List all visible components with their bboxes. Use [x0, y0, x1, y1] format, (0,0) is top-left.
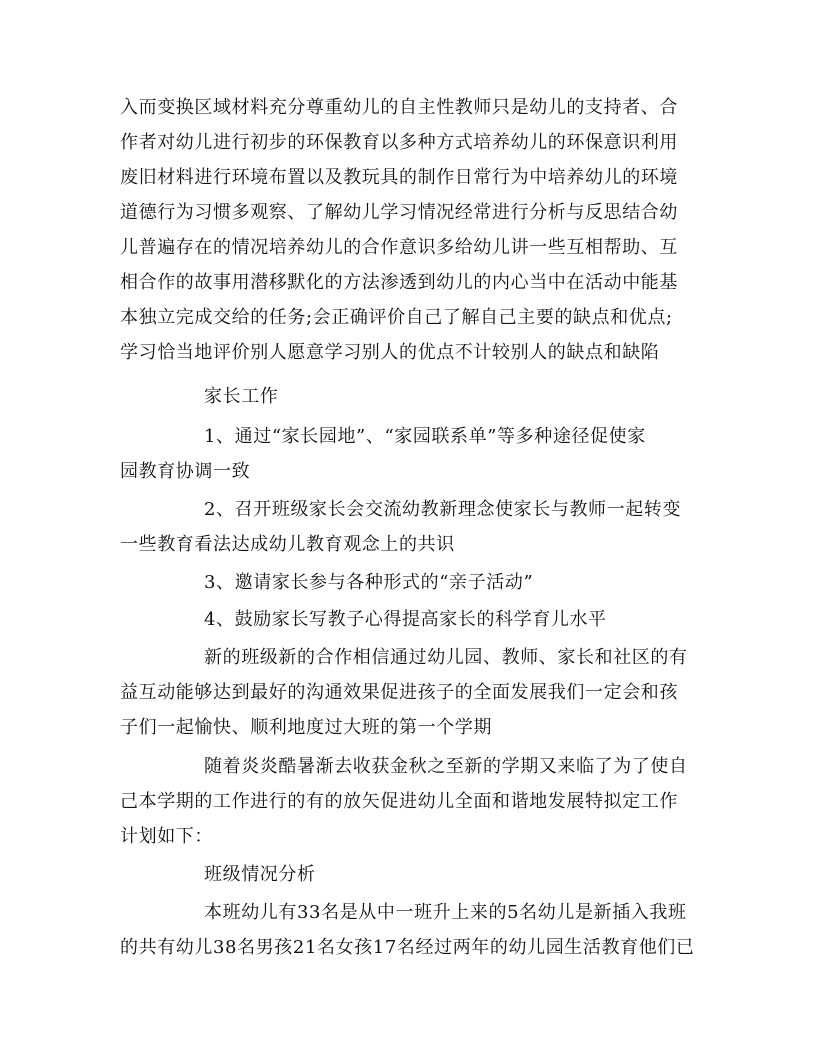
text-line: 相合作的故事用潜移默化的方法渗透到幼儿的内心当中在活动中能基	[120, 272, 678, 293]
text-line: 废旧材料进行环境布置以及教玩具的制作日常行为中培养幼儿的环境	[120, 167, 678, 188]
text-line: 作者对幼儿进行初步的环保教育以多种方式培养幼儿的环保意识利用	[120, 132, 678, 153]
list-item: 4、鼓励家长写教子心得提高家长的科学育儿水平	[204, 609, 607, 630]
paragraph-line: 随着炎炎酷暑渐去收获金秋之至新的学期又来临了为了使自	[204, 756, 688, 777]
paragraph-line: 子们一起愉快、顺利地度过大班的第一个学期	[120, 717, 492, 738]
text-line: 道德行为习惯多观察、了解幼儿学习情况经常进行分析与反思结合幼	[120, 202, 678, 223]
text-line: 本独立完成交给的任务;会正确评价自己了解自己主要的缺点和优点;	[120, 307, 673, 328]
text-line: 学习恰当地评价别人愿意学习别人的优点不计较别人的缺点和缺陷	[120, 342, 660, 363]
section-heading-parent-work: 家长工作	[204, 386, 279, 407]
paragraph-line: 己本学期的工作进行的有的放矢促进幼儿全面和谐地发展特拟定工作	[120, 791, 678, 812]
list-item: 2、召开班级家长会交流幼教新理念使家长与教师一起转变	[204, 499, 682, 520]
text-line: 入而变换区域材料充分尊重幼儿的自主性教师只是幼儿的支持者、合	[120, 97, 678, 118]
paragraph-line: 益互动能够达到最好的沟通效果促进孩子的全面发展我们一定会和孩	[120, 682, 678, 703]
text-line: 儿普遍存在的情况培养幼儿的合作意识多给幼儿讲一些互相帮助、互	[120, 237, 678, 258]
paragraph-line: 新的班级新的合作相信通过幼儿园、教师、家长和社区的有	[204, 647, 688, 668]
list-item: 1、通过“家长园地”、“家园联系单”等多种途径促使家	[204, 426, 646, 447]
section-heading-class-analysis: 班级情况分析	[204, 864, 316, 885]
list-item-continuation: 一些教育看法达成幼儿教育观念上的共识	[120, 534, 455, 555]
paragraph-line: 本班幼儿有33名是从中一班升上来的5名幼儿是新插入我班	[204, 902, 687, 923]
paragraph-line: 的共有幼儿38名男孩21名女孩17名经过两年的幼儿园生活教育他们已	[120, 937, 695, 958]
list-item: 3、邀请家长参与各种形式的“亲子活动”	[204, 572, 534, 593]
list-item-continuation: 园教育协调一致	[120, 461, 251, 482]
paragraph-line: 计划如下：	[120, 826, 213, 847]
